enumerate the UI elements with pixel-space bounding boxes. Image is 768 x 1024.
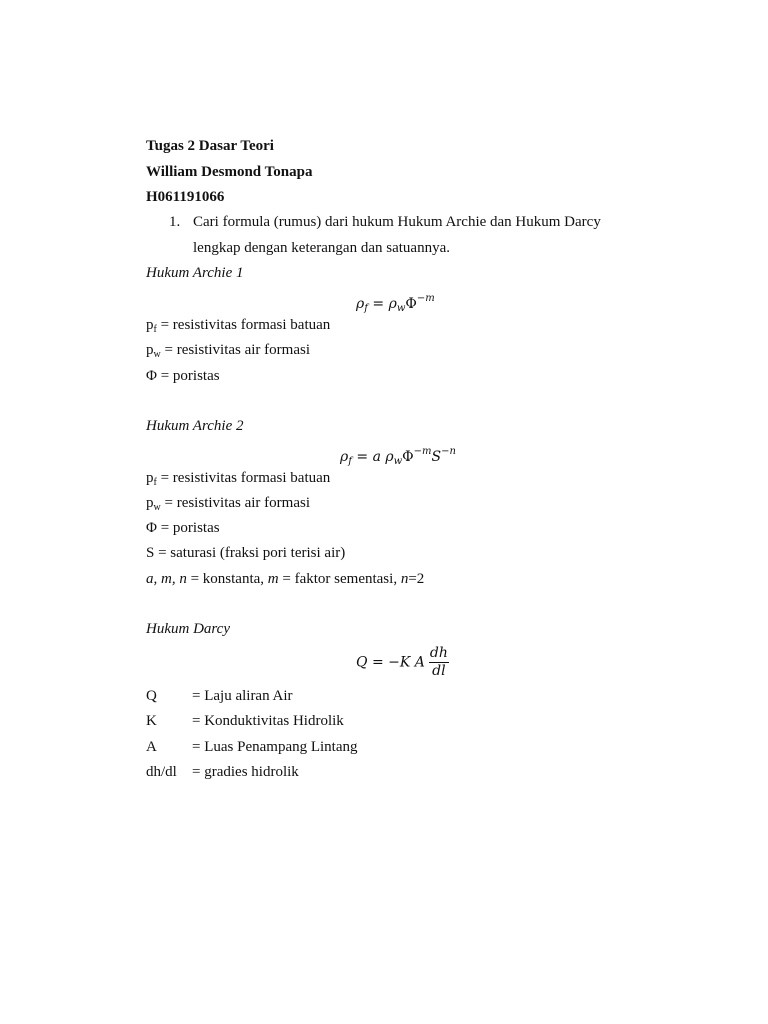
darcy-term-dhdl: dh/dl = gradies hidrolik: [146, 764, 299, 780]
archie2-heading: Hukum Archie 2: [146, 418, 244, 434]
archie2-term-phi: Φ = poristas: [146, 520, 220, 536]
author-name: William Desmond Tonapa: [146, 164, 313, 180]
question-text-line-1: Cari formula (rumus) dari hukum Hukum Archie dan Hukum Darcy: [193, 214, 601, 230]
archie2-term-s: S = saturasi (fraksi pori terisi air): [146, 545, 346, 561]
archie2-constants: a, m, n = konstanta, m = faktor sementasi, n=2: [146, 571, 425, 587]
archie1-formula: $\rho_f = \rho_w\Phi^{-m}$: [356, 293, 435, 314]
archie2-formula: $\rho_f = a$ $\rho_w\Phi^{-m}S^{-n}$: [340, 446, 456, 467]
darcy-heading: Hukum Darcy: [146, 621, 231, 637]
archie1-heading: Hukum Archie 1: [146, 265, 244, 281]
question-number: 1.: [169, 214, 181, 230]
darcy-formula: Q = −K A $\frac{dh}{dl}$: [356, 645, 448, 679]
darcy-term-a: A = Luas Penampang Lintang: [146, 739, 358, 755]
archie2-term-rho-w: $p_w$ = resistivitas air formasi: [146, 495, 310, 513]
darcy-term-q: Q = Laju aliran Air: [146, 688, 293, 704]
archie1-term-rho-f: $p_f$ = resistivitas formasi batuan: [146, 317, 331, 335]
archie1-term-rho-w: $p_w$ = resistivitas air formasi: [146, 342, 310, 360]
document-title: Tugas 2 Dasar Teori: [146, 138, 274, 154]
archie1-term-phi: Φ = poristas: [146, 368, 220, 384]
archie2-term-rho-f: $p_f$ = resistivitas formasi batuan: [146, 470, 331, 488]
question-text-line-2: lengkap dengan keterangan dan satuannya.: [193, 240, 450, 256]
darcy-term-k: K = Konduktivitas Hidrolik: [146, 713, 344, 729]
student-id: H061191066: [146, 189, 225, 205]
